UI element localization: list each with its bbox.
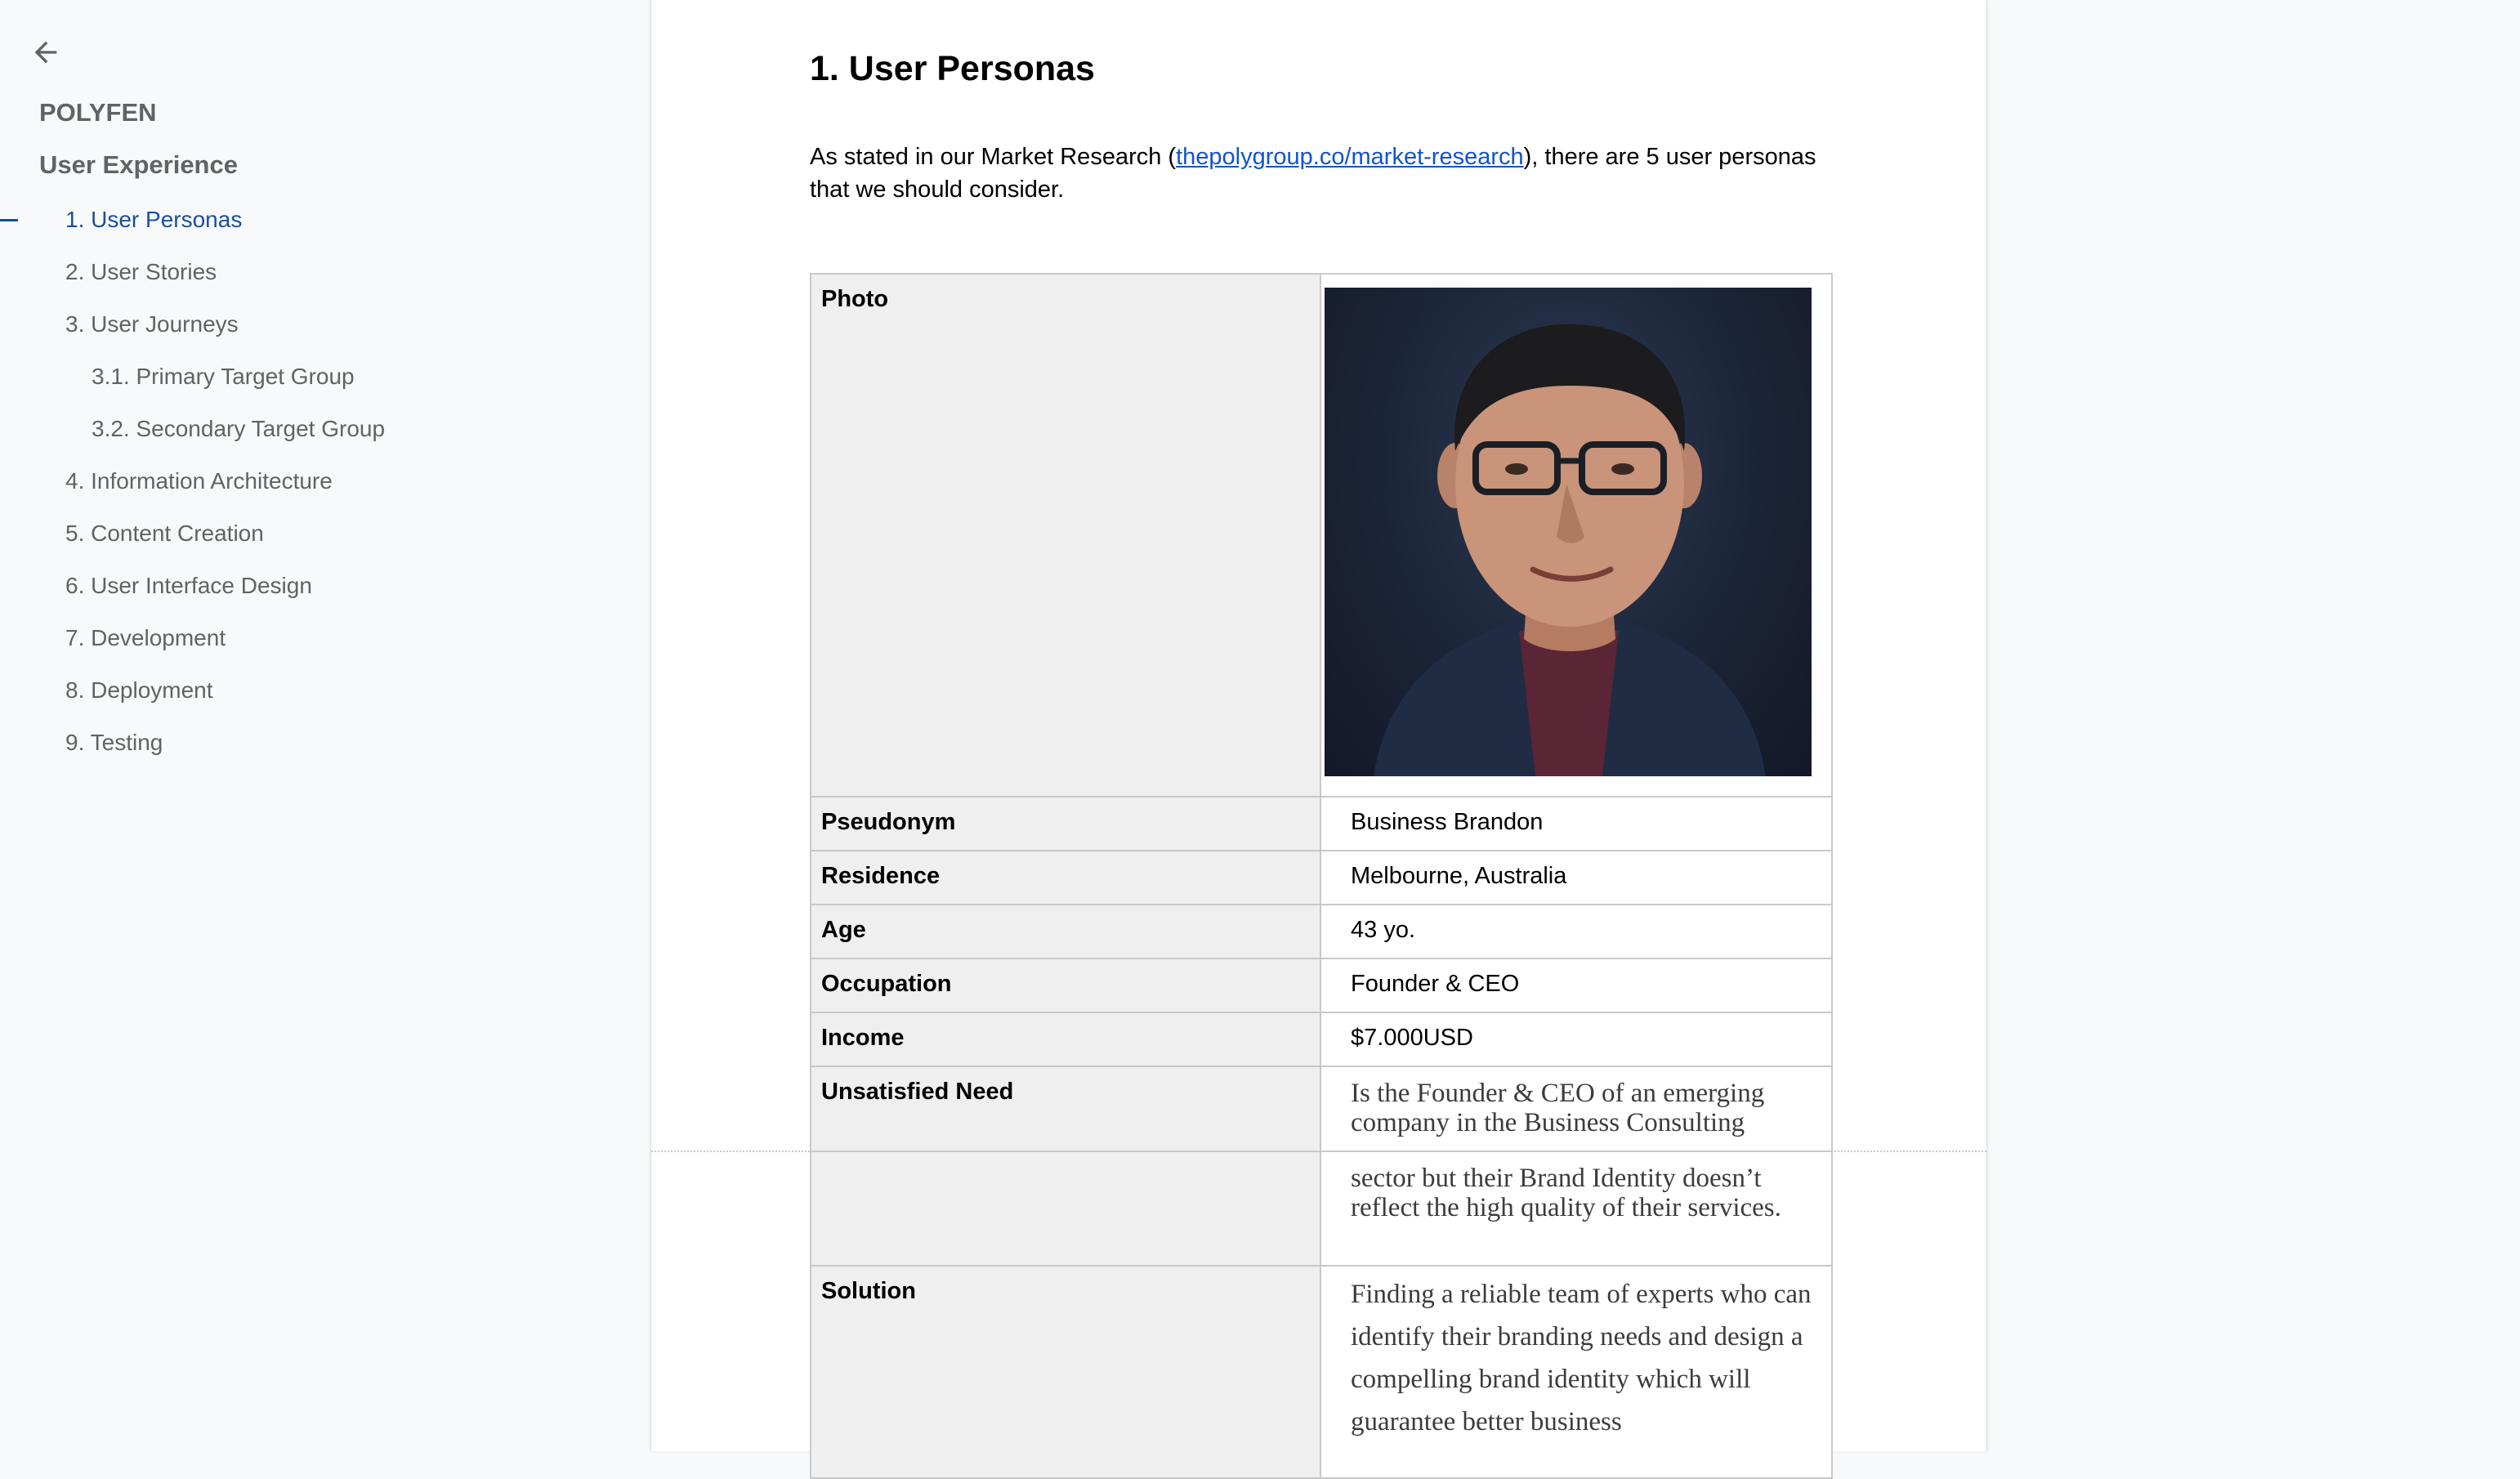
pseudonym-value: Business Brandon [1320, 797, 1832, 851]
outline-item-label: 3.2. Secondary Target Group [92, 416, 386, 441]
solution-value: Finding a reliable team of experts who can identify their branding needs and design a compelling brand identity which will guarantee better business [1320, 1266, 1832, 1478]
arrow-left-icon [29, 36, 62, 73]
outline-item-development[interactable] [0, 619, 650, 672]
outline-item-user-personas[interactable] [0, 201, 650, 253]
income-label: Income [811, 1012, 1320, 1066]
occupation-label: Occupation [811, 958, 1320, 1012]
outline-section-title[interactable]: User Experience [39, 150, 238, 179]
outline-item-user-interface-design[interactable] [0, 567, 650, 619]
solution-label: Solution [811, 1266, 1320, 1478]
outline-list [0, 201, 650, 776]
table-row-photo [811, 274, 1832, 797]
document-outline-sidebar [0, 0, 650, 1451]
outline-doc-title[interactable]: POLYFEN [39, 98, 157, 127]
outline-item-label: 7. Development [65, 625, 226, 650]
outline-item-label: 4. Information Architecture [65, 468, 333, 494]
outline-item-user-journeys[interactable] [0, 306, 650, 358]
outline-item-label: 1. User Personas [65, 207, 243, 232]
occupation-value: Founder & CEO [1320, 958, 1832, 1012]
outline-item-label: 6. User Interface Design [65, 573, 312, 598]
intro-text-after: ), there are 5 user personas that we should consider. [810, 144, 1816, 203]
document-page[interactable] [650, 0, 1987, 1451]
outline-item-label: 9. Testing [65, 730, 163, 755]
age-label: Age [811, 905, 1320, 958]
residence-value: Melbourne, Australia [1320, 851, 1832, 905]
outline-item-content-creation[interactable] [0, 515, 650, 567]
persona-table [810, 273, 1833, 1479]
empty-label-cell [811, 1151, 1320, 1266]
outline-item-label: 3. User Journeys [65, 311, 239, 337]
back-button[interactable] [25, 36, 67, 72]
unsatisfied-need-value-part1: Is the Founder & CEO of an emerging company in the Business Consulting [1320, 1066, 1832, 1151]
outline-item-deployment[interactable] [0, 672, 650, 724]
intro-paragraph [810, 141, 1833, 206]
table-row-unsatisfied-need-continued [811, 1151, 1832, 1266]
outline-item-user-stories[interactable] [0, 253, 650, 306]
income-value: $7.000USD [1320, 1012, 1832, 1066]
active-indicator [0, 219, 18, 221]
outline-item-primary-target-group[interactable] [0, 358, 650, 410]
pseudonym-label: Pseudonym [811, 797, 1320, 851]
residence-label: Residence [811, 851, 1320, 905]
persona-photo [1325, 288, 1812, 776]
outline-item-label: 8. Deployment [65, 677, 213, 703]
outline-item-testing[interactable] [0, 724, 650, 776]
outline-item-secondary-target-group[interactable] [0, 410, 650, 462]
table-row [811, 958, 1832, 1012]
table-row [811, 905, 1832, 958]
table-row [811, 1012, 1832, 1066]
table-row-unsatisfied-need [811, 1066, 1832, 1151]
outline-item-information-architecture[interactable] [0, 462, 650, 515]
unsatisfied-need-label: Unsatisfied Need [811, 1066, 1320, 1151]
photo-cell [1320, 274, 1832, 797]
outline-item-label: 2. User Stories [65, 259, 217, 284]
page-heading: 1. User Personas [810, 49, 1095, 88]
unsatisfied-need-value-part2: sector but their Brand Identity doesn’t reflect the high quality of their services. [1320, 1151, 1832, 1266]
intro-text-before: As stated in our Market Research ( [810, 144, 1177, 170]
age-value: 43 yo. [1320, 905, 1832, 958]
table-row-solution [811, 1266, 1832, 1478]
table-row [811, 797, 1832, 851]
market-research-link[interactable]: thepolygroup.co/market-research [1176, 144, 1524, 170]
table-row [811, 851, 1832, 905]
outline-item-label: 5. Content Creation [65, 521, 264, 546]
outline-item-label: 3.1. Primary Target Group [92, 364, 355, 389]
photo-label: Photo [811, 274, 1320, 797]
